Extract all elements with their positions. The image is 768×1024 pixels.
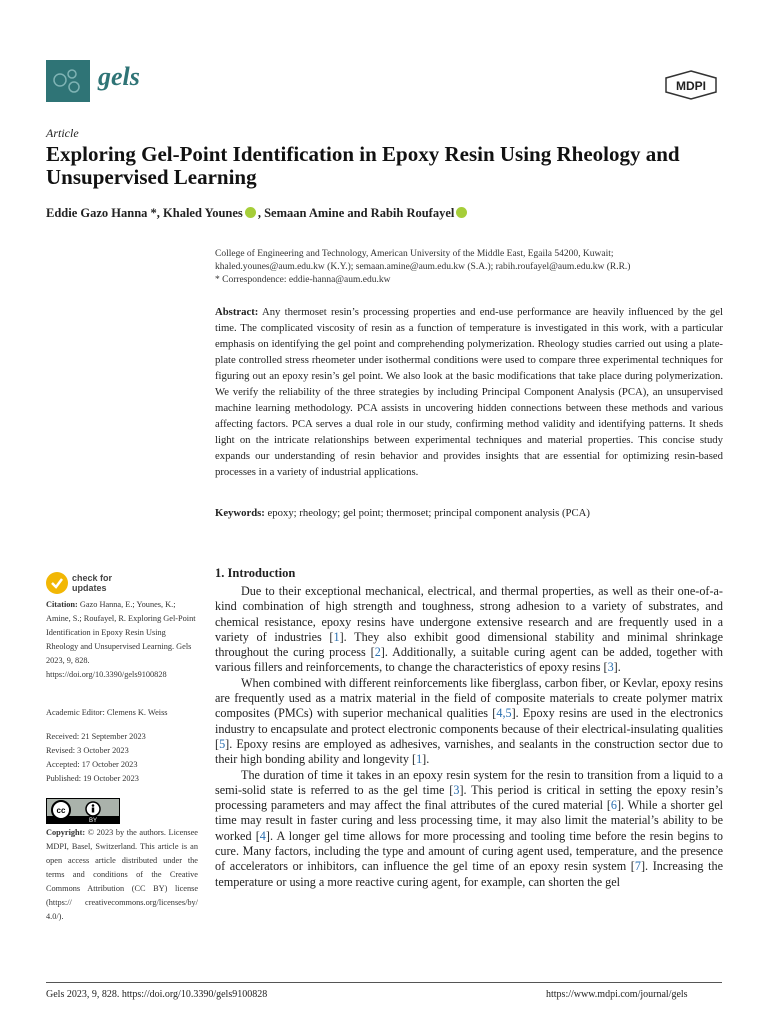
check-label-2: updates (72, 583, 107, 593)
keywords-text: epoxy; rheology; gel point; thermoset; principal component analysis (PCA) (264, 507, 590, 519)
copyright-block (46, 826, 198, 924)
keywords (215, 507, 723, 519)
footer-citation[interactable]: Gels 2023, 9, 828. https://doi.org/10.3390/gels9100828 (46, 989, 268, 1000)
reference-link[interactable]: 6 (610, 798, 617, 813)
affiliation-line: College of Engineering and Technology, American University of the Middle East, Egaila 54200, Kuwait; (215, 249, 614, 259)
reference-link[interactable]: 4 (259, 828, 266, 843)
date-revised: Revised: 3 October 2023 (46, 746, 129, 755)
journal-name[interactable]: gels (98, 62, 140, 91)
copyright-text: © 2023 by the authors. Licensee MDPI, Basel, Switzerland. This article is an open access article distributed under the terms and conditions of the Creative Commons Attribution (CC BY) license (https:// creativecommons.org/licenses/by/ 4.0/). (46, 828, 198, 921)
cc-by-license-icon[interactable] (46, 798, 120, 824)
publisher-name: MDPI (676, 79, 706, 93)
orcid-icon[interactable] (245, 207, 256, 218)
paragraph: Due to their exceptional mechanical, electrical, and thermal properties, as well as their one-of-a-kind combination of high strength and toughness, strong adhesion to a variety of substrates, and chemical resistance, epoxy resins have undergone extensive research and are frequently used in a variety of industries [1]. They also exhibit good dimensional stability and minimal shrinkage throughout the curing process [2]. Additionally, a suitable curing agent can be added, together with various fillers and reinforcements, to change the characteristics of epoxy resins [3]. (215, 584, 723, 675)
affiliation-block (215, 248, 715, 287)
footer-journal-link[interactable]: https://www.mdpi.com/journal/gels (546, 989, 688, 1000)
reference-link[interactable]: 4,5 (496, 706, 512, 721)
paper-title: Exploring Gel-Point Identification in Epoxy Resin Using Rheology and Unsupervised Learning (46, 142, 680, 189)
reference-link[interactable]: 5 (219, 736, 226, 751)
date-received: Received: 21 September 2023 (46, 732, 146, 741)
citation-text: Gazo Hanna, E.; Younes, K.; Amine, S.; Roufayel, R. Exploring Gel-Point Identification in Epoxy Resin Using Rheology and Unsupervised Learning. Gels 2023, 9, 828. https://doi.org/10.3390/gels9100828 (46, 600, 196, 679)
citation-block (46, 598, 198, 682)
date-published: Published: 19 October 2023 (46, 774, 139, 783)
authors-part-1: Eddie Gazo Hanna *, Khaled Younes (46, 206, 243, 220)
correspondence: * Correspondence: eddie-hanna@aum.edu.kw (215, 275, 391, 285)
reference-link[interactable]: 3 (607, 660, 614, 675)
academic-editor: Academic Editor: Clemens K. Weiss (46, 708, 168, 717)
abstract (215, 304, 723, 480)
check-label-1: check for (72, 573, 113, 583)
authors-part-2: , Semaan Amine and Rabih Roufayel (257, 206, 455, 220)
reference-link[interactable]: 2 (374, 645, 381, 660)
keywords-label: Keywords: (215, 507, 265, 519)
reference-link[interactable]: 7 (634, 859, 641, 874)
intro-body (215, 584, 723, 890)
reference-link[interactable]: 1 (333, 629, 340, 644)
abstract-text: Any thermoset resin’s processing properties and end-use performance are heavily influenced by the gel time. The complicated viscosity of resin as a function of temperature is investigated in this work, with a particular emphasis on identifying the gel point and comprehending polymerization. Rheology studies carried out using a plate-plate controlled stress rheometer under isothermal conditions were used to compare three experimental techniques for figuring out an epoxy resin’s gel point. We also look at the basic modifications that take place during polymerization. We verify the reliability of the three strategies by including Principal Component Analysis (PCA), an unsupervised machine learning methodology. PCA assists in uncovering hidden connections between these methods and various affecting factors. PCA serves a dual role in our study, confirming method validity and identifying patterns. It sheds light on the intricate relationships between experimental techniques and material properties. This concise study expands our understanding of resin behavior and provides insights that are essential for optimizing resin-based processes in a variety of industrial applications. (215, 306, 723, 478)
check-for-updates-icon[interactable] (46, 572, 68, 594)
journal-logo-icon (46, 60, 90, 102)
check-for-updates-button[interactable] (72, 573, 112, 593)
copyright-label: Copyright: (46, 828, 86, 837)
paragraph: When combined with different reinforcements like fiberglass, carbon fiber, or Kevlar, epoxy resins are frequently used as a matrix material in the field of composite materials to create polymer matrix composites (PMCs) with superior mechanical qualities [4,5]. Epoxy resins are used in the electronics industry to encapsulate and protect electronic components because of their electrical-insulating qualities [5]. Epoxy resins are employed as adhesives, varnishes, and sealants in the construction sector due to their high bonding ability and longevity [1]. (215, 675, 723, 767)
abstract-label: Abstract: (215, 306, 259, 318)
paragraph: The duration of time it takes in an epoxy resin system for the resin to transition from a liquid to a semi-solid state is referred to as the gel time [3]. This period is critical in setting the epoxy resin’s processing parameters and may affect the final attributes of the cured material [6]. While a shorter gel time may result in faster curing and less processing time, it may also limit the material’s ability to be worked [4]. A longer gel time allows for more processing and tooling time before the resin begins to cure. Many factors, including the type and amount of curing agent used, temperature, and the presence of accelerators or inhibitors, can influence the gel time of an epoxy resin system [7]. Increasing the temperature or using a more reactive curing agent, for example, can shorten the gel (215, 767, 723, 889)
publisher-logo[interactable] (664, 70, 718, 100)
article-type: Article (46, 126, 79, 140)
by-text: BY (88, 818, 98, 823)
dates-block (46, 730, 198, 786)
date-accepted: Accepted: 17 October 2023 (46, 760, 138, 769)
footer-divider (46, 982, 722, 983)
cc-text: cc (56, 806, 66, 815)
affiliation-emails: khaled.younes@aum.edu.kw (K.Y.); semaan.amine@aum.edu.kw (S.A.); rabih.roufayel@aum.edu.kw (R.R.) (215, 262, 631, 272)
citation-label: Citation: (46, 600, 78, 609)
reference-link[interactable]: 3 (453, 782, 460, 797)
orcid-icon[interactable] (456, 207, 467, 218)
author-list (46, 206, 469, 221)
reference-link[interactable]: 1 (416, 752, 423, 767)
section-heading: 1. Introduction (215, 566, 296, 580)
